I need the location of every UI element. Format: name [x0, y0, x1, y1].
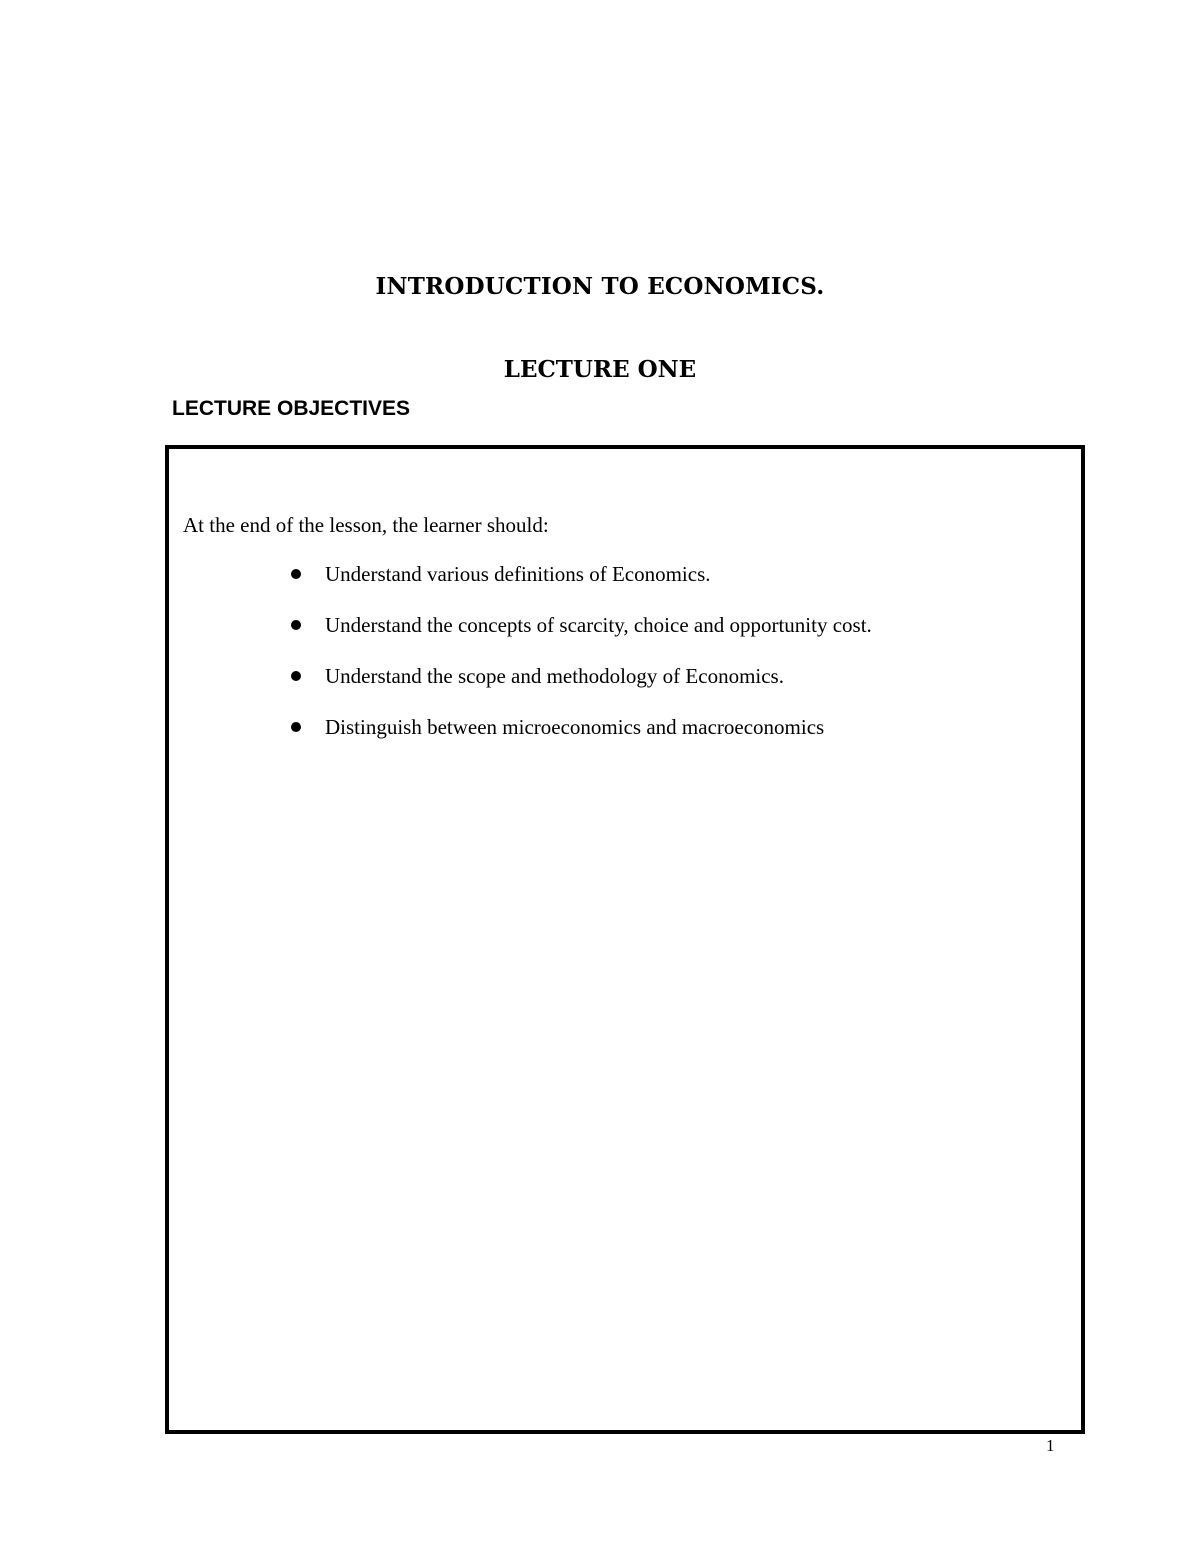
objective-item — [287, 712, 872, 763]
objective-item — [287, 559, 872, 610]
bullet-icon — [291, 671, 301, 681]
bullet-icon — [291, 569, 301, 579]
page-number: 1 — [1046, 1436, 1055, 1455]
bullet-icon — [291, 722, 301, 732]
objectives-box — [165, 445, 1085, 1434]
objective-item — [287, 610, 872, 661]
objective-text: Understand the concepts of scarcity, choice and opportunity cost. — [325, 613, 872, 637]
objective-text: Understand various definitions of Economics. — [325, 562, 711, 586]
bullet-icon — [291, 620, 301, 630]
objective-text: Distinguish between microeconomics and macroeconomics — [325, 715, 825, 739]
objective-text: Understand the scope and methodology of Economics. — [325, 664, 784, 688]
objective-item — [287, 661, 872, 712]
document-title: INTRODUCTION TO ECONOMICS. — [375, 273, 825, 300]
objectives-heading: LECTURE OBJECTIVES — [172, 397, 411, 420]
objectives-list — [287, 559, 872, 763]
lecture-heading: LECTURE ONE — [503, 356, 697, 383]
objectives-intro: At the end of the lesson, the learner should: — [183, 513, 549, 537]
